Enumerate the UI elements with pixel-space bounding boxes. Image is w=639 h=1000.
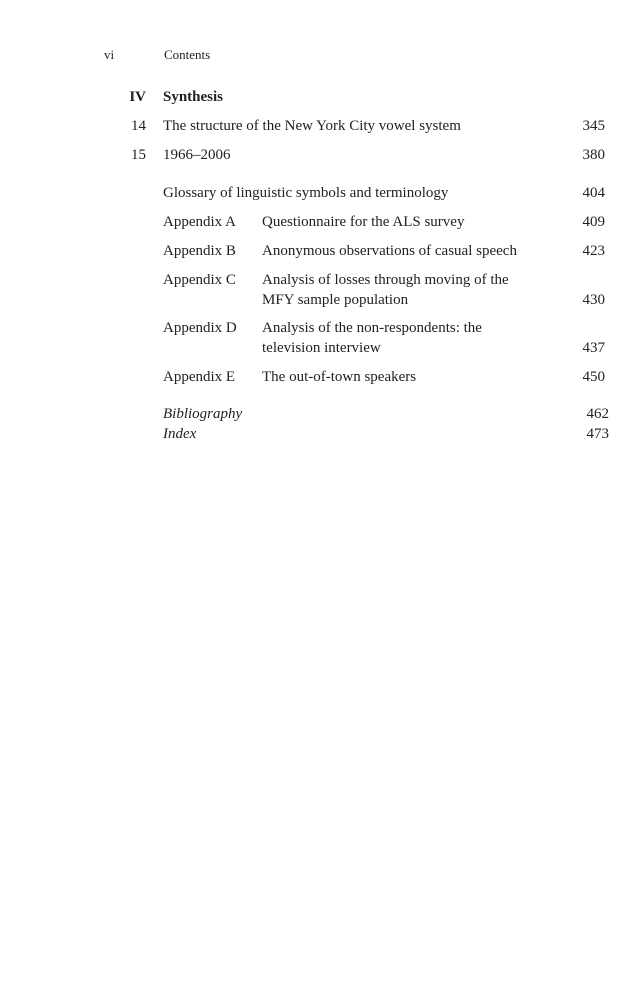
chapter-title: 1966–2006 <box>163 147 231 163</box>
chapter-number: 15 <box>131 147 146 163</box>
glossary-page: 404 <box>582 185 605 201</box>
appendix-page: 409 <box>582 214 605 230</box>
appendix-page: 450 <box>582 369 605 385</box>
part-title: Synthesis <box>163 89 224 105</box>
appendix-label: Appendix D <box>163 320 237 336</box>
appendix-page: 430 <box>582 292 605 308</box>
appendix-title: The out-of-town speakers <box>262 369 417 385</box>
appendix-title-line-2: MFY sample population <box>262 292 409 308</box>
appendix-label: Appendix E <box>163 369 236 385</box>
bibliography-title: Bibliography <box>163 406 243 422</box>
appendix-title: Questionnaire for the ALS survey <box>262 214 465 230</box>
appendix-title-line-1: Analysis of the non-respondents: the <box>262 320 482 336</box>
glossary-title: Glossary of linguistic symbols and terminology <box>163 185 449 201</box>
appendix-title-line-1: Analysis of losses through moving of the <box>262 272 509 288</box>
running-title: Contents <box>164 47 211 62</box>
appendix-page: 423 <box>582 243 605 259</box>
chapter-title: The structure of the New York City vowel system <box>163 118 461 134</box>
appendix-page: 437 <box>582 340 605 356</box>
bibliography-page: 462 <box>586 406 609 422</box>
page-folio: vi <box>104 47 115 62</box>
index-title: Index <box>163 426 197 442</box>
part-number: IV <box>129 89 146 105</box>
appendix-label: Appendix C <box>163 272 236 288</box>
appendix-title: Anonymous observations of casual speech <box>262 243 517 259</box>
appendix-label: Appendix B <box>163 243 236 259</box>
chapter-page: 345 <box>582 118 605 134</box>
appendix-label: Appendix A <box>163 214 236 230</box>
chapter-page: 380 <box>582 147 605 163</box>
index-page: 473 <box>586 426 609 442</box>
appendix-title-line-2: television interview <box>262 340 381 356</box>
chapter-number: 14 <box>131 118 146 134</box>
